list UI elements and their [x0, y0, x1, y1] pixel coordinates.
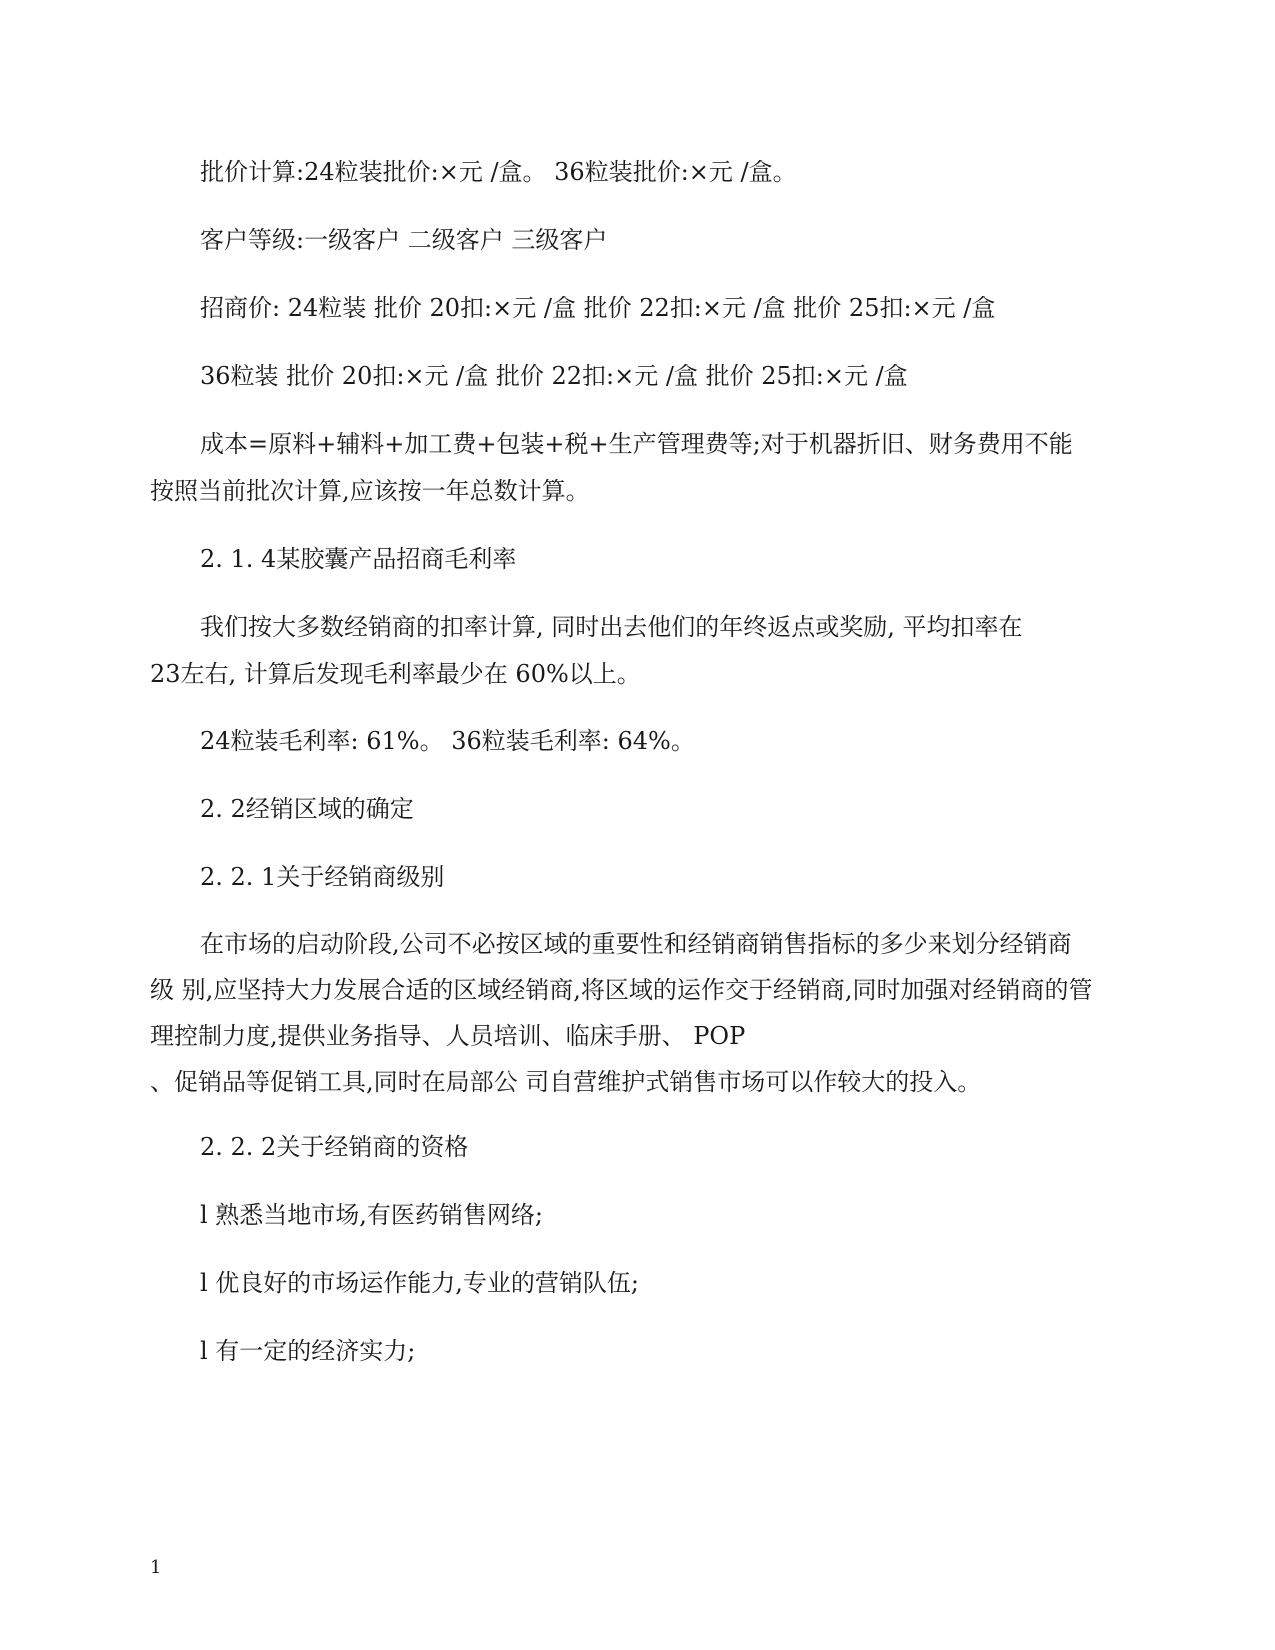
- qualification-item-1: l 熟悉当地市场,有医药销售网络;: [200, 1201, 544, 1229]
- page-number: 1: [150, 1557, 162, 1578]
- gross-margin-values: 24粒装毛利率: 61%。 36粒装毛利率: 64%。: [200, 727, 695, 755]
- investment-price-36: 36粒装 批价 20扣:×元 /盒 批价 22扣:×元 /盒 批价 25扣:×元 /盒: [200, 362, 908, 390]
- margin-paragraph-line-1: 我们按大多数经销商的扣率计算, 同时出去他们的年终返点或奖励, 平均扣率在: [200, 613, 1023, 641]
- margin-paragraph-line-2: 23左右, 计算后发现毛利率最少在 60%以上。: [150, 660, 641, 688]
- customer-levels: 客户等级:一级客户 二级客户 三级客户: [200, 226, 608, 254]
- distributor-level-line-1: 在市场的启动阶段,公司不必按区域的重要性和经销商销售指标的多少来划分经销商: [200, 930, 1072, 958]
- cost-formula-line-2: 按照当前批次计算,应该按一年总数计算。: [150, 477, 590, 505]
- section-heading-2-2-1: 2. 2. 1关于经销商级别: [200, 863, 445, 891]
- section-heading-2-2: 2. 2经销区域的确定: [200, 795, 414, 823]
- section-heading-2-2-2: 2. 2. 2关于经销商的资格: [200, 1133, 469, 1161]
- wholesale-price-calculation: 批价计算:24粒装批价:×元 /盒。 36粒装批价:×元 /盒。: [200, 158, 797, 186]
- distributor-level-line-2: 级 别,应坚持大力发展合适的区域经销商,将区域的运作交于经销商,同时加强对经销商的管: [150, 976, 1093, 1004]
- section-heading-2-1-4: 2. 1. 4某胶囊产品招商毛利率: [200, 545, 517, 573]
- qualification-item-2: l 优良好的市场运作能力,专业的营销队伍;: [200, 1269, 640, 1297]
- distributor-level-line-3: 理控制力度,提供业务指导、人员培训、临床手册、 POP: [150, 1022, 746, 1050]
- cost-formula-line-1: 成本=原料+辅料+加工费+包装+税+生产管理费等;对于机器折旧、财务费用不能: [200, 430, 1073, 458]
- distributor-level-line-4: 、促销品等促销工具,同时在局部公 司自营维护式销售市场可以作较大的投入。: [150, 1068, 982, 1096]
- investment-price-24: 招商价: 24粒装 批价 20扣:×元 /盒 批价 22扣:×元 /盒 批价 25扣:×元 /盒: [200, 294, 996, 322]
- qualification-item-3: l 有一定的经济实力;: [200, 1337, 416, 1365]
